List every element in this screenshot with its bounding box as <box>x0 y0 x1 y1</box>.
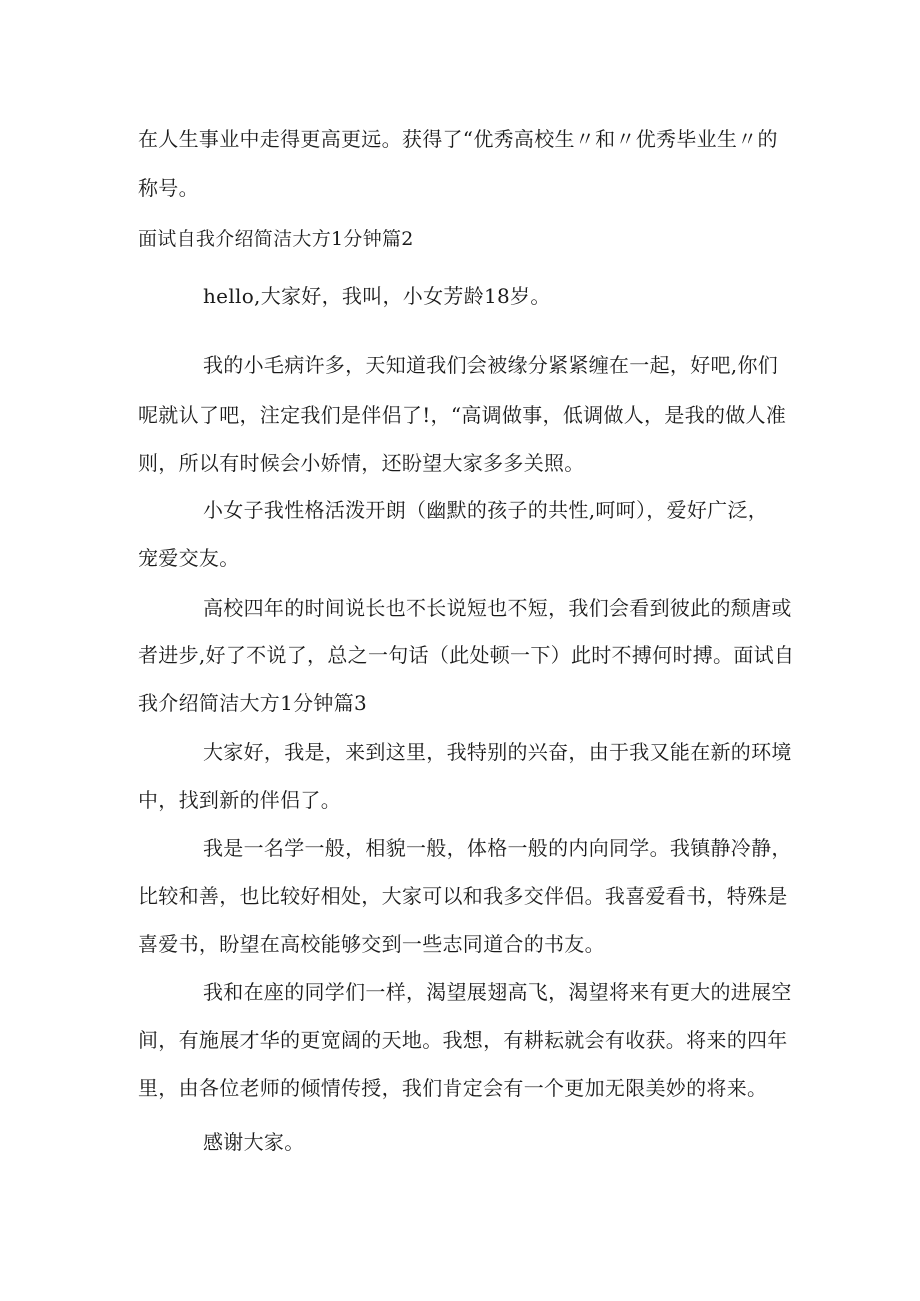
paragraph-9-line-1: 我和在座的同学们一样，渴望展翅高飞，渴望将来有更大的进展空 <box>203 980 792 1004</box>
paragraph-1-line-2: 称号。 <box>138 176 199 200</box>
paragraph-9-line-2: 间，有施展才华的更宽阔的天地。我想，有耕耘就会有收获。将来的四年 <box>138 1028 788 1052</box>
paragraph-hello: hello,大家好，我叫，小女芳龄18岁。 <box>203 284 551 308</box>
paragraph-6-line-2: 者进步,好了不说了，总之一句话（此处顿一下）此时不搏何时搏。面试自 <box>138 643 795 667</box>
paragraph-8-line-3: 喜爱书，盼望在高校能够交到一些志同道合的书友。 <box>138 932 605 956</box>
paragraph-8-line-1: 我是一名学一般，相貌一般，体格一般的内向同学。我镇静冷静， <box>203 836 792 860</box>
paragraph-9-line-3: 里，由各位老师的倾情传授，我们肯定会有一个更加无限美妙的将来。 <box>138 1076 768 1100</box>
paragraph-1-line-1: 在人生事业中走得更高更远。获得了“优秀高校生〃和〃优秀毕业生〃的 <box>138 127 778 151</box>
paragraph-7-line-2: 中，找到新的伴侣了。 <box>138 788 341 812</box>
paragraph-4-line-2: 呢就认了吧，注定我们是伴侣了!，“高调做事，低调做人，是我的做人准 <box>138 403 787 427</box>
paragraph-8-line-2: 比较和善，也比较好相处，大家可以和我多交伴侣。我喜爱看书，特殊是 <box>138 884 788 908</box>
paragraph-4-line-3: 则，所以有时候会小娇情，还盼望大家多多关照。 <box>138 451 585 475</box>
section-heading-2: 面试自我介绍简洁大方1分钟篇2 <box>138 228 414 250</box>
paragraph-5-line-2: 宠爱交友。 <box>138 546 240 570</box>
paragraph-6-line-3: 我介绍简洁大方1分钟篇3 <box>138 691 368 715</box>
paragraph-4-line-1: 我的小毛病许多，天知道我们会被缘分紧紧缠在一起，好吧,你们 <box>203 353 779 377</box>
paragraph-7-line-1: 大家好，我是，来到这里，我特别的兴奋，由于我又能在新的环境 <box>203 740 792 764</box>
paragraph-6-line-1: 高校四年的时间说长也不长说短也不短，我们会看到彼此的颓唐或 <box>203 596 792 620</box>
paragraph-thanks: 感谢大家。 <box>203 1130 305 1154</box>
paragraph-5-line-1: 小女子我性格活泼开朗（幽默的孩子的共性,呵呵），爱好广泛， <box>203 498 769 522</box>
